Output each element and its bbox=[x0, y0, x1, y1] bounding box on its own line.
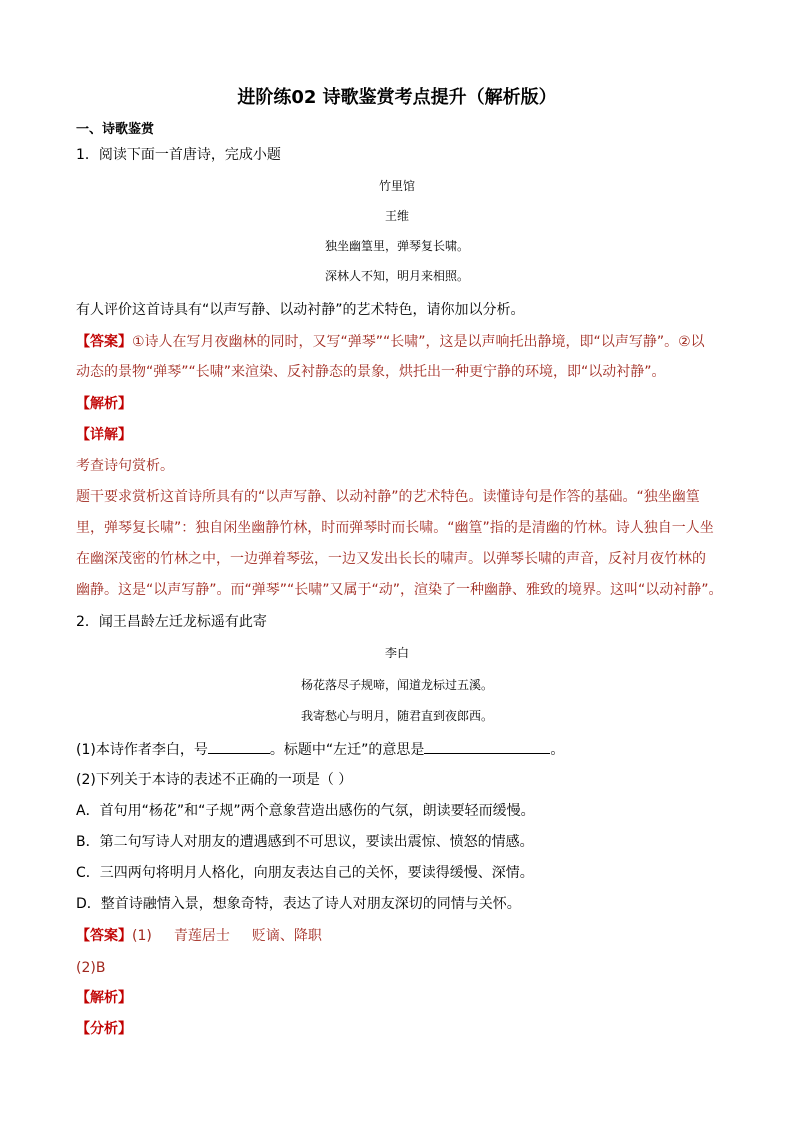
answer-blank-1[interactable] bbox=[208, 739, 270, 754]
answer-2-value-2: 贬谪、降职 bbox=[251, 928, 322, 944]
answer-2-num: (1) bbox=[132, 928, 152, 944]
option-b: B．第二句写诗人对朋友的遭遇感到不可思议，要读出震惊、愤怒的情感。 bbox=[76, 834, 534, 850]
answer-1-text-1: ①诗人在写月夜幽林的同时，又写“弹琴”“长啸”，这是以声响托出静境，即“以声写静”。②以 bbox=[132, 334, 705, 350]
detail-line-4: 在幽深茂密的竹林之中，一边弹着琴弦，一边又发出长长的啸声。以弹琴长啸的声音，反衬月夜竹林的 bbox=[76, 551, 706, 567]
detail-line-5: 幽静。这是“以声写静”。而“弹琴”“长啸”又属于“动”，渲染了一种幽静、雅致的境界。这叫“以动衬静”。 bbox=[76, 582, 723, 598]
page-title: 进阶练02 诗歌鉴赏考点提升（解析版） bbox=[237, 87, 557, 108]
sub-1-text-a: (1)本诗作者李白，号 bbox=[76, 742, 208, 758]
answer-tag: 【答案】 bbox=[76, 928, 132, 944]
question-2-sub-2: (2)下列关于本诗的表述不正确的一项是（ ） bbox=[76, 772, 353, 788]
question-1-text: 有人评价这首诗具有“以声写静、以动衬静”的艺术特色，请你加以分析。 bbox=[76, 302, 525, 318]
sub-1-text-c: 。 bbox=[550, 742, 565, 758]
option-c: C．三四两句将明月人格化，向朋友表达自己的关怀，要读得缓慢、深情。 bbox=[76, 865, 534, 881]
analysis-tag: 【解析】 bbox=[76, 396, 132, 412]
detail-line-1: 考查诗句赏析。 bbox=[76, 458, 174, 474]
poem-1-line-1: 独坐幽篁里，弹琴复长啸。 bbox=[324, 239, 469, 253]
detail-line-2: 题干要求赏析这首诗所具有的“以声写静、以动衬静”的艺术特色。读懂诗句是作答的基础。“独坐幽篁 bbox=[76, 489, 700, 505]
answer-2-value-1: 青莲居士 bbox=[173, 928, 230, 944]
poem-2-line-1: 杨花落尽子规啼，闻道龙标过五溪。 bbox=[300, 678, 493, 692]
answer-blank-2[interactable] bbox=[424, 739, 550, 754]
answer-1-line-1 bbox=[76, 332, 708, 352]
option-d: D．整首诗融情入景，想象奇特，表达了诗人对朋友深切的同情与关怀。 bbox=[76, 896, 521, 912]
analysis-tag-2: 【解析】 bbox=[76, 990, 132, 1006]
option-a: A．首句用“杨花”和“子规”两个意象营造出感伤的气氛，朗读要轻而缓慢。 bbox=[76, 803, 535, 819]
poem-1-author: 王维 bbox=[384, 209, 409, 223]
question-2-prompt: 2．闻王昌龄左迁龙标遥有此寄 bbox=[76, 614, 267, 630]
poem-1-title: 竹里馆 bbox=[378, 179, 415, 193]
detail-line-3: 里，弹琴复长啸”：独自闲坐幽静竹林，时而弹琴时而长啸。“幽篁”指的是清幽的竹林。诗人独自一人坐 bbox=[76, 520, 714, 536]
fenxi-tag: 【分析】 bbox=[76, 1021, 132, 1037]
answer-1-line-2: 动态的景物“弹琴”“长啸”来渲染、反衬静态的景象，烘托出一种更宁静的环境，即“以动衬静”。 bbox=[76, 364, 666, 380]
answer-tag: 【答案】 bbox=[76, 334, 132, 350]
question-1-prompt: 1．阅读下面一首唐诗，完成小题 bbox=[76, 147, 281, 163]
poem-1-line-2: 深林人不知，明月来相照。 bbox=[324, 269, 469, 283]
answer-2-line-2: (2)B bbox=[76, 960, 106, 976]
question-2-sub-1 bbox=[76, 739, 708, 760]
sub-1-text-b: 。标题中“左迁”的意思是 bbox=[269, 742, 425, 758]
poem-2-line-2: 我寄愁心与明月，随君直到夜郎西。 bbox=[300, 709, 493, 723]
answer-2-line-1 bbox=[76, 926, 708, 946]
detail-tag: 【详解】 bbox=[76, 427, 132, 443]
section-heading: 一、诗歌鉴赏 bbox=[76, 122, 155, 137]
poem-2-author: 李白 bbox=[384, 646, 409, 660]
